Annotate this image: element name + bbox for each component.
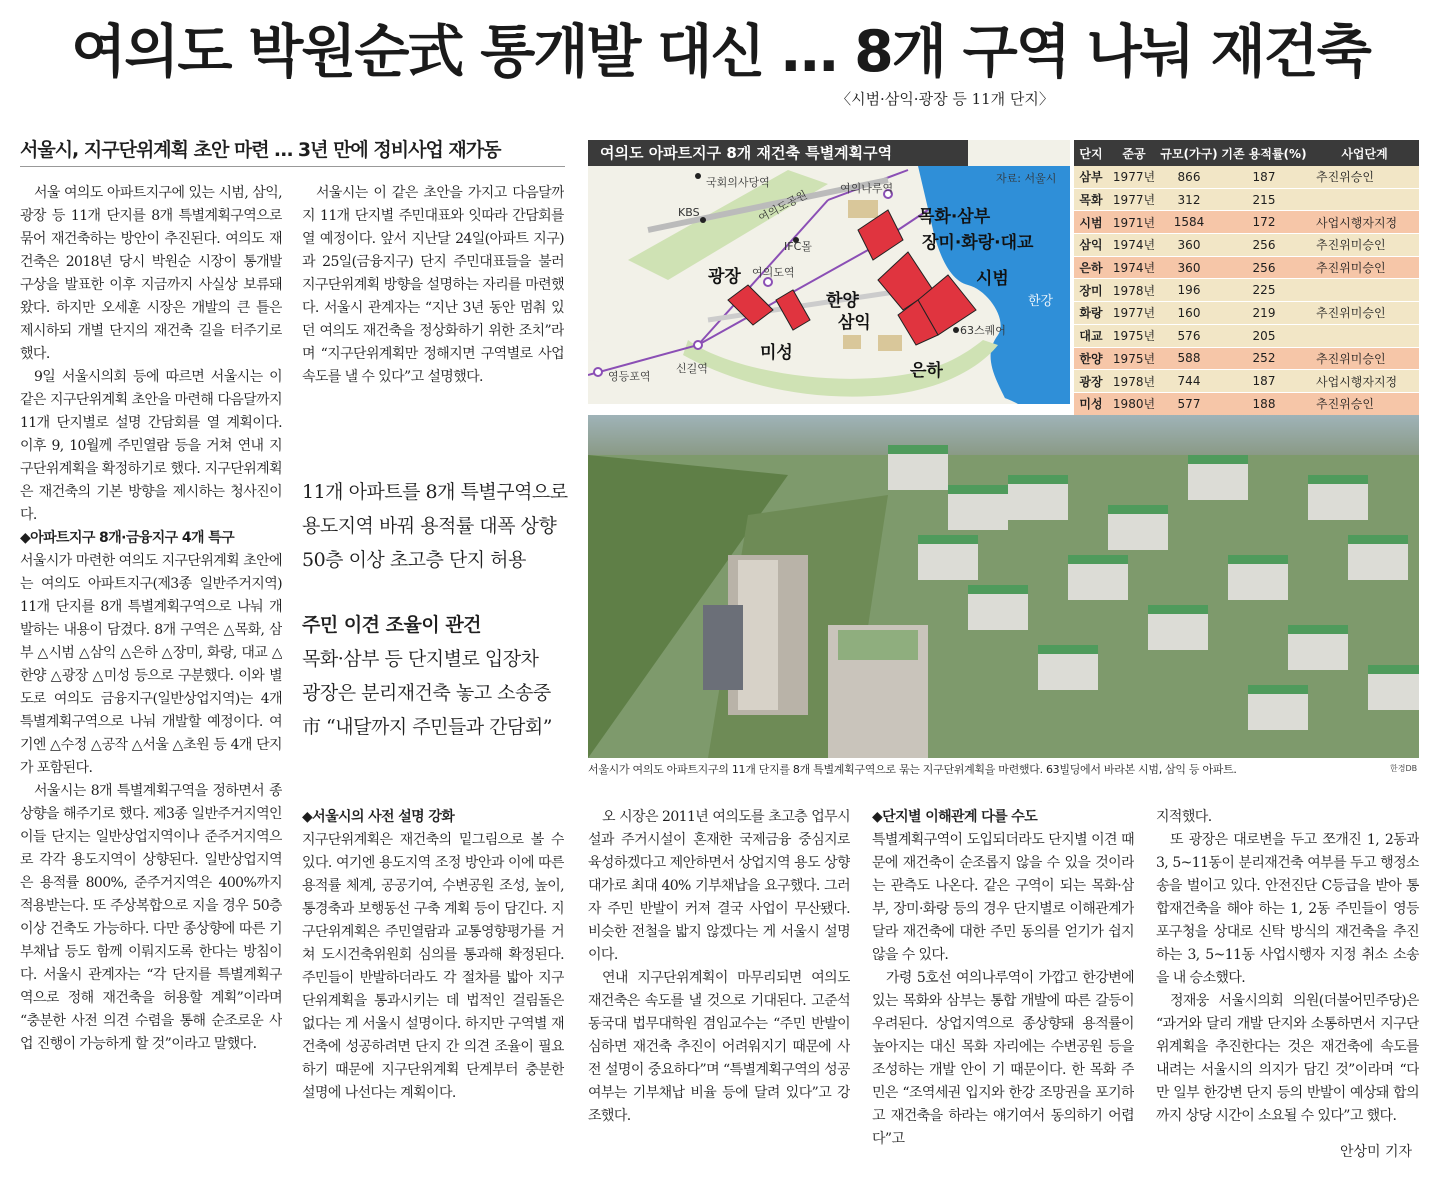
map-label: KBS bbox=[678, 206, 700, 219]
col2-paragraph: 서울시는 이 같은 초안을 가지고 다음달까지 11개 단지별 주민대표와 잇따라 간담회를 열 예정이다. 앞서 지난달 24일(아파트 지구)과 25일(금융지구) 단지 주민대표들을 불러 지구단위계획 방향을 설명하는 자리를 마련했다. 서울시 관계자는 “지난 3년 동안 멈춰 있던 여의도 재건축을 정상화하기 위한 조치”라며 “지구단위계획만 정해지면 구역별로 사업 속도를 낼 수 있다”고 설명했다. bbox=[302, 185, 564, 385]
table-cell: 205 bbox=[1218, 324, 1310, 347]
col4-paragraph: 가령 5호선 여의나루역이 가깝고 한강변에 있는 목화와 삼부는 통합 개발에 따른 갈등이 우려된다. 상업지역으로 종상향돼 용적률이 높아지는 대신 목화 자리에는 수변공원 등을 조성하는 개발 안이 기 때문이다. 한 목화 주민은 “조역세권 입지와 한강 조망권을 포기하고 재건축을 하라는 얘기여서 동의하기 어렵다”고 bbox=[872, 970, 1134, 1147]
table-cell: 360 bbox=[1160, 234, 1218, 257]
table-cell: 215 bbox=[1218, 188, 1310, 211]
table-cell: 추진위승인 bbox=[1310, 392, 1419, 415]
table-cell: 추진위미승인 bbox=[1310, 347, 1419, 370]
table-cell bbox=[1310, 188, 1419, 211]
kicker: 서울시, 지구단위계획 초안 마련 … 3년 만에 정비사업 재가동 bbox=[20, 139, 501, 161]
aerial-photo-illustration bbox=[588, 415, 1419, 758]
table-cell: 172 bbox=[1218, 211, 1310, 234]
table-cell: 577 bbox=[1160, 392, 1218, 415]
column-5 bbox=[1156, 806, 1419, 1151]
table-cell: 1978년 bbox=[1108, 279, 1160, 302]
table-cell: 588 bbox=[1160, 347, 1218, 370]
table-cell: 화랑 bbox=[1074, 302, 1108, 325]
photo-caption: 서울시가 여의도 아파트지구의 11개 단지를 8개 특별계획구역으로 묶는 지구단위계획을 마련했다. 63빌딩에서 바라본 시범, 삼익 등 아파트. bbox=[588, 763, 1237, 776]
zone-label: 목화·삼부 bbox=[918, 207, 991, 227]
headline: 여의도 박원순式 통개발 대신 … 8개 구역 나눠 재건축 bbox=[71, 19, 1370, 85]
table-cell: 256 bbox=[1218, 256, 1310, 279]
table-cell: 추진위미승인 bbox=[1310, 234, 1419, 257]
map-label: 신길역 bbox=[676, 362, 708, 375]
table-cell: 312 bbox=[1160, 188, 1218, 211]
table-cell: 1977년 bbox=[1108, 188, 1160, 211]
zone-label: 광장 bbox=[708, 267, 741, 287]
col5-paragraph: 지적했다. bbox=[1156, 809, 1212, 825]
table-cell: 추진위승인 bbox=[1310, 166, 1419, 188]
table-cell: 한양 bbox=[1074, 347, 1108, 370]
table-cell: 광장 bbox=[1074, 370, 1108, 393]
pull-quote-heading: 주민 이견 조율이 관건 bbox=[302, 614, 482, 636]
col5-paragraph: 또 광장은 대로변을 두고 쪼개진 1, 2동과 3, 5~11동이 분리재건축 여부를 두고 행정소송을 벌이고 있다. 안전진단 C등급을 받아 통합재건축을 해야 하는 1, 2동 주민들이 영등포구청을 상대로 신탁 방식의 재건축을 추진하는 3, 5~11동 사업시행자 지정 취소 소송을 내 승소했다. bbox=[1156, 832, 1419, 986]
table-cell: 1971년 bbox=[1108, 211, 1160, 234]
pull-quote-line: 목화·삼부 등 단지별로 입장차 bbox=[302, 648, 539, 670]
table-row bbox=[1074, 188, 1419, 211]
table-row bbox=[1074, 166, 1419, 188]
map-title: 여의도 아파트지구 8개 재건축 특별계획구역 bbox=[588, 140, 968, 166]
col1-paragraph: 서울시는 8개 특별계획구역을 정하면서 종상향을 해주기로 했다. 제3종 일반주거지역인 이들 단지는 일반상업지역이나 준주거지역으로 각각 용도지역이 상향된다. 일반상업지역은 용적률 800%, 준주거지역은 400%까지 적용받는다. 또 주상복합으로 지을 경우 50층 이상 건축도 가능하다. 다만 종상향에 따른 기부채납 등도 함께 이뤄지도록 한다는 방침이다. 서울시 관계자는 “각 단지를 특별계획구역으로 정해 재건축을 허용할 계획”이라며 “충분한 사전 의견 수렴을 통해 순조로운 사업 진행이 가능하게 할 것”이라고 말했다. bbox=[20, 783, 282, 1052]
pull-quote-1 bbox=[302, 475, 587, 577]
col2-subhead: ◆서울시의 사전 설명 강화 bbox=[302, 809, 455, 825]
col1-paragraph: 9일 서울시의회 등에 따르면 서울시는 이 같은 지구단위계획 초안을 마련해 다음달까지 11개 단지별로 설명 간담회를 열 계획이다. 이후 9, 10월께 주민열람 등을 거쳐 연내 지구단위계획을 확정하기로 했다. 지구단위계획은 재건축의 기본 방향을 제시하는 청사진이다. bbox=[20, 369, 282, 523]
table-cell: 1974년 bbox=[1108, 234, 1160, 257]
col4-subhead: ◆단지별 이해관계 다를 수도 bbox=[872, 809, 1038, 825]
col3-paragraph: 연내 지구단위계획이 마무리되면 여의도 재건축은 속도를 낼 것으로 기대된다. 고준석 동국대 법무대학원 겸임교수는 “주민 반발이 심하면 재건축 추진이 어려워지기 때문에 사전 설명이 중요하다”며 “특별계획구역의 성공 여부는 기부채납 비율 등에 달려 있다”고 강조했다. bbox=[588, 970, 850, 1124]
aerial-photo bbox=[588, 415, 1419, 758]
col3-paragraph: 오 시장은 2011년 여의도를 초고층 업무시설과 주거시설이 혼재한 국제금융 중심지로 육성하겠다고 제안하면서 상업지역 용도 상향 대가로 최대 40% 기부채납을 요구했다. 그러자 주민 반발이 커져 결국 사업이 무산됐다. 비슷한 전철을 밟지 않겠다는 게 서울시 설명이다. bbox=[588, 809, 850, 963]
table-cell: 1975년 bbox=[1108, 324, 1160, 347]
zone-label: 은하 bbox=[910, 361, 943, 381]
zone-label: 미성 bbox=[760, 343, 793, 363]
pull-quote-line: 50층 이상 초고층 단지 허용 bbox=[302, 549, 526, 571]
table-cell: 1980년 bbox=[1108, 392, 1160, 415]
photo-credit: 한경DB bbox=[1390, 764, 1418, 773]
map-source: 자료: 서울시 bbox=[996, 172, 1057, 185]
col4-paragraph: 특별계획구역이 도입되더라도 단지별 이견 때문에 재건축이 순조롭지 않을 수 있을 것이라는 관측도 나온다. 같은 구역이 되는 목화·삼부, 장미·화랑 등의 경우 단지별로 이해관계가 달라 재건축에 대한 주민 동의를 얻기가 쉽지 않을 수 있다. bbox=[872, 832, 1134, 963]
table-row bbox=[1074, 302, 1419, 325]
table-cell: 1974년 bbox=[1108, 256, 1160, 279]
table-row bbox=[1074, 347, 1419, 370]
table-row bbox=[1074, 211, 1419, 234]
table-cell: 256 bbox=[1218, 234, 1310, 257]
table-cell bbox=[1310, 279, 1419, 302]
map-label: IFC몰 bbox=[784, 240, 812, 253]
zone-label: 장미·화랑·대교 bbox=[922, 233, 1034, 253]
table-cell: 시범 bbox=[1074, 211, 1108, 234]
column-2-bottom bbox=[302, 806, 564, 1166]
table-cell: 187 bbox=[1218, 166, 1310, 188]
column-2-top bbox=[302, 182, 564, 422]
kicker-rule bbox=[20, 166, 565, 167]
map-label: 영등포역 bbox=[608, 370, 651, 383]
column-4 bbox=[872, 806, 1134, 1166]
table-row bbox=[1074, 256, 1419, 279]
pull-quote-line: 市 “내달까지 주민들과 간담회” bbox=[302, 716, 552, 738]
table-row bbox=[1074, 279, 1419, 302]
table-cell: 대교 bbox=[1074, 324, 1108, 347]
map-label: 여의나루역 bbox=[840, 182, 894, 195]
table-cell: 1975년 bbox=[1108, 347, 1160, 370]
map-label: 국회의사당역 bbox=[706, 176, 770, 189]
map-graphic bbox=[588, 140, 1070, 404]
byline: 안상미 기자 bbox=[1340, 1144, 1413, 1160]
subheadline: 〈시범·삼익·광장 등 11개 단지〉 bbox=[836, 90, 1054, 108]
table-cell: 1978년 bbox=[1108, 370, 1160, 393]
col5-paragraph: 정재웅 서울시의회 의원(더불어민주당)은 “과거와 달리 개발 단지와 소통하면서 지구단위계획을 추진한다는 것은 재건축에 속도를 내려는 서울시의 의지가 담긴 것”이라며 “다만 일부 한강변 단지 등의 반발이 예상돼 합의까지 상당 시간이 소요될 수 있다”고 했다. bbox=[1156, 993, 1419, 1124]
map-label: 한강 bbox=[1028, 294, 1054, 309]
table-cell: 360 bbox=[1160, 256, 1218, 279]
table-cell: 미성 bbox=[1074, 392, 1108, 415]
table-header-row bbox=[1074, 140, 1419, 166]
table-cell: 196 bbox=[1160, 279, 1218, 302]
table-cell: 252 bbox=[1218, 347, 1310, 370]
map-label: 63스퀘어 bbox=[960, 324, 1006, 337]
table-cell: 장미 bbox=[1074, 279, 1108, 302]
table-header: 기존 용적률(%) bbox=[1218, 140, 1310, 166]
pull-quote-2 bbox=[302, 608, 587, 744]
table-cell: 744 bbox=[1160, 370, 1218, 393]
table-cell: 추진위미승인 bbox=[1310, 302, 1419, 325]
table-cell: 1977년 bbox=[1108, 166, 1160, 188]
table-cell: 160 bbox=[1160, 302, 1218, 325]
table-cell: 1584 bbox=[1160, 211, 1218, 234]
table-cell bbox=[1310, 324, 1419, 347]
pull-quote-line: 광장은 분리재건축 놓고 소송중 bbox=[302, 682, 551, 704]
table-cell: 225 bbox=[1218, 279, 1310, 302]
map-label: 여의도역 bbox=[752, 266, 795, 279]
table-cell: 삼익 bbox=[1074, 234, 1108, 257]
table-cell: 219 bbox=[1218, 302, 1310, 325]
table-cell: 188 bbox=[1218, 392, 1310, 415]
table-cell: 은하 bbox=[1074, 256, 1108, 279]
zone-label: 한양 bbox=[826, 291, 859, 311]
table-header: 사업단계 bbox=[1310, 140, 1419, 166]
zone-label: 시범 bbox=[976, 269, 1009, 289]
table-cell: 576 bbox=[1160, 324, 1218, 347]
table-cell: 목화 bbox=[1074, 188, 1108, 211]
column-1 bbox=[20, 182, 282, 1167]
table-cell: 사업시행자지정 bbox=[1310, 211, 1419, 234]
map-label: 여의도공원 bbox=[756, 188, 810, 225]
table-row bbox=[1074, 324, 1419, 347]
table-row bbox=[1074, 234, 1419, 257]
col2-paragraph: 지구단위계획은 재건축의 밑그림으로 볼 수 있다. 여기엔 용도지역 조정 방안과 이에 따른 용적률 체계, 공공기여, 수변공원 조성, 높이, 통경축과 보행동선 구축 계획 등이 담긴다. 지구단위계획은 주민열람과 교통영향평가를 거쳐 도시건축위원회 심의를 통과해 확정된다. 주민들이 반발하더라도 각 절차를 밟아 지구단위계획을 통과시키는 데 법적인 걸림돌은 없다는 게 서울시 설명이다. 하지만 구역별 재건축에 성공하려면 단지 간 의견 조율이 필요하기 때문에 지구단위계획 단계부터 충분한 설명에 나선다는 계획이다. bbox=[302, 832, 564, 1101]
table-cell: 추진위미승인 bbox=[1310, 256, 1419, 279]
table-cell: 866 bbox=[1160, 166, 1218, 188]
table-row bbox=[1074, 370, 1419, 393]
col1-paragraph: 서울 여의도 아파트지구에 있는 시범, 삼익, 광장 등 11개 단지를 8개 특별계획구역으로 묶어 재건축하는 방안이 추진된다. 여의도 재건축은 2018년 당시 박원순 시장이 통개발 구상을 발표한 이후 지금까지 사실상 보류돼 왔다. 하지만 오세훈 시장은 개발의 큰 틀은 제시하되 개별 단지의 재건축 길을 터주기로 했다. bbox=[20, 185, 282, 362]
col1-paragraph: 서울시가 마련한 여의도 지구단위계획 초안에는 여의도 아파트지구(제3종 일반주거지역) 11개 단지를 8개 특별계획구역으로 나눠 개발하는 내용이 담겼다. 8개 구역은 △목화, 삼부 △시범 △삼익 △은하 △장미, 화랑, 대교 △한양 △광장 △미성 등으로 구분했다. 이와 별도로 여의도 금융지구(일반상업지역)는 4개 특별계획구역으로 나눠 개발할 예정이다. 여기엔 △수정 △공작 △서울 △초원 등 4개 단지가 포함된다. bbox=[20, 553, 282, 776]
zone-label: 삼익 bbox=[838, 313, 871, 333]
table-cell: 사업시행자지정 bbox=[1310, 370, 1419, 393]
column-3 bbox=[588, 806, 850, 1166]
complex-table bbox=[1074, 140, 1419, 416]
table-cell: 1977년 bbox=[1108, 302, 1160, 325]
table-row bbox=[1074, 392, 1419, 415]
table-header: 규모(가구) bbox=[1160, 140, 1218, 166]
table-header: 단지 bbox=[1074, 140, 1108, 166]
table-cell: 삼부 bbox=[1074, 166, 1108, 188]
pull-quote-line: 용도지역 바꿔 용적률 대폭 상향 bbox=[302, 515, 557, 537]
table-header: 준공 bbox=[1108, 140, 1160, 166]
table-cell: 187 bbox=[1218, 370, 1310, 393]
pull-quote-line: 11개 아파트를 8개 특별구역으로 bbox=[302, 481, 568, 503]
col1-subhead: ◆아파트지구 8개·금융지구 4개 특구 bbox=[20, 530, 235, 546]
